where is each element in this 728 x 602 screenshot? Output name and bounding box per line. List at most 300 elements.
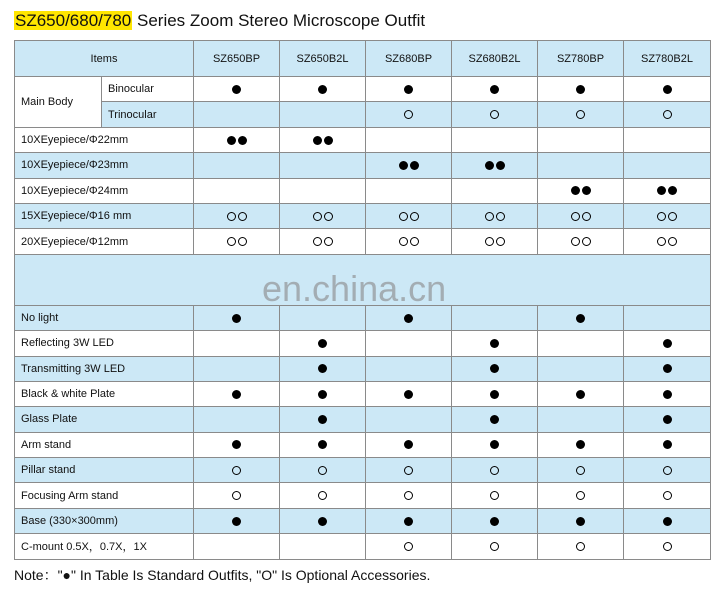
optional-mark [232,464,241,476]
row-label: Arm stand [15,432,194,457]
standard-mark [318,439,327,451]
filled-circle-icon [576,390,585,399]
mark-cell [624,407,711,432]
standard-mark [404,515,413,527]
mark-cell [538,508,624,533]
filled-circle-icon [404,517,413,526]
optional-mark [490,464,499,476]
open-circle-icon [399,212,408,221]
header-model: SZ680B2L [452,41,538,77]
mark-cell [366,203,452,228]
mark-cell [538,534,624,559]
standard-mark [232,83,241,95]
table-row [15,407,711,432]
mark-cell [624,102,711,127]
row-label: Reflecting 3W LED [15,331,194,356]
mark-cell [624,483,711,508]
optional-mark [485,210,505,222]
filled-circle-icon [227,136,236,145]
row-label: Transmitting 3W LED [15,356,194,381]
open-circle-icon [496,212,505,221]
mark-cell [280,534,366,559]
open-circle-icon [313,212,322,221]
row-label: 20XEyepiece/Φ12mm [15,229,194,254]
mark-cell [194,331,280,356]
standard-mark [490,83,499,95]
table-row [15,127,711,152]
optional-mark [663,490,672,502]
open-circle-icon [668,212,677,221]
mark-cell [624,432,711,457]
footnote: Note："●" In Table Is Standard Outfits, "O" Is Optional Accessories. [14,567,431,583]
mark-cell [624,381,711,406]
optional-mark [657,210,677,222]
mark-cell [366,331,452,356]
mark-cell [194,229,280,254]
standard-mark [663,439,672,451]
optional-mark [313,236,333,248]
optional-mark [399,210,419,222]
mark-cell [452,381,538,406]
row-label: Trinocular [102,102,194,127]
filled-circle-icon [496,161,505,170]
optional-mark [490,540,499,552]
open-circle-icon [485,212,494,221]
row-label: 15XEyepiece/Φ16 mm [15,203,194,228]
mark-cell [452,127,538,152]
open-circle-icon [324,237,333,246]
open-circle-icon [576,491,585,500]
standard-mark [663,363,672,375]
open-circle-icon [404,491,413,500]
mark-cell [538,77,624,102]
row-label: Black & white Plate [15,381,194,406]
mark-cell [280,483,366,508]
mark-cell [194,483,280,508]
row-label: Glass Plate [15,407,194,432]
mark-cell [452,508,538,533]
header-model: SZ780BP [538,41,624,77]
open-circle-icon [485,237,494,246]
mark-cell [366,432,452,457]
table-row [15,178,711,203]
optional-mark [663,464,672,476]
table-row [15,77,711,102]
open-circle-icon [576,466,585,475]
standard-mark [663,83,672,95]
mark-cell [194,356,280,381]
table-row [15,331,711,356]
row-label: 10XEyepiece/Φ22mm [15,127,194,152]
optional-mark [571,236,591,248]
optional-mark [571,210,591,222]
mark-cell [452,229,538,254]
mark-cell [452,305,538,330]
mark-cell [280,356,366,381]
filled-circle-icon [318,364,327,373]
mark-cell [280,153,366,178]
mark-cell [452,153,538,178]
mark-cell [366,77,452,102]
optional-mark [227,210,247,222]
filled-circle-icon [404,85,413,94]
mark-cell [538,458,624,483]
filled-circle-icon [663,364,672,373]
page-title [14,9,425,33]
filled-circle-icon [663,415,672,424]
mark-cell [624,458,711,483]
mark-cell [538,102,624,127]
standard-mark [663,337,672,349]
mark-cell [624,153,711,178]
standard-mark [318,388,327,400]
filled-circle-icon [490,85,499,94]
filled-circle-icon [410,161,419,170]
filled-circle-icon [232,440,241,449]
title-text: Series Zoom Stereo Microscope Outfit [132,11,426,30]
open-circle-icon [496,237,505,246]
optional-mark [576,540,585,552]
mark-cell [366,356,452,381]
open-circle-icon [657,237,666,246]
filled-circle-icon [485,161,494,170]
mark-cell [366,102,452,127]
table-row [15,483,711,508]
open-circle-icon [576,542,585,551]
optional-mark [313,210,333,222]
filled-circle-icon [576,440,585,449]
table-row [15,432,711,457]
row-label: No light [15,305,194,330]
open-circle-icon [490,110,499,119]
mark-cell [366,127,452,152]
mark-cell [194,381,280,406]
mark-cell [624,534,711,559]
mark-cell [366,534,452,559]
filled-circle-icon [318,517,327,526]
standard-mark [576,312,585,324]
standard-mark [663,388,672,400]
mark-cell [194,127,280,152]
standard-mark [404,312,413,324]
table-row [15,458,711,483]
standard-mark [318,413,327,425]
filled-circle-icon [576,85,585,94]
mark-cell [538,153,624,178]
table-row [15,102,711,127]
mark-cell [538,381,624,406]
filled-circle-icon [399,161,408,170]
mark-cell [624,356,711,381]
mark-cell [452,432,538,457]
filled-circle-icon [663,517,672,526]
standard-mark [313,134,333,146]
filled-circle-icon [318,415,327,424]
mark-cell [452,483,538,508]
standard-mark [490,439,499,451]
standard-mark [576,388,585,400]
open-circle-icon [663,491,672,500]
open-circle-icon [404,466,413,475]
filled-circle-icon [232,85,241,94]
optional-mark [490,490,499,502]
standard-mark [490,363,499,375]
open-circle-icon [668,237,677,246]
standard-mark [318,363,327,375]
optional-mark [490,109,499,121]
filled-circle-icon [318,390,327,399]
mark-cell [366,407,452,432]
open-circle-icon [404,542,413,551]
filled-circle-icon [490,415,499,424]
optional-mark [232,490,241,502]
row-label: Base (330×300mm) [15,508,194,533]
optional-mark [576,464,585,476]
table-row [15,229,711,254]
mark-cell [194,458,280,483]
open-circle-icon [410,212,419,221]
open-circle-icon [663,542,672,551]
mark-cell [452,203,538,228]
filled-circle-icon [571,186,580,195]
mark-cell [280,458,366,483]
filled-circle-icon [313,136,322,145]
open-circle-icon [571,212,580,221]
mark-cell [280,77,366,102]
mark-cell [194,534,280,559]
filled-circle-icon [663,85,672,94]
standard-mark [404,83,413,95]
header-model: SZ780B2L [624,41,711,77]
open-circle-icon [582,212,591,221]
mark-cell [366,508,452,533]
standard-mark [232,388,241,400]
standard-mark [663,515,672,527]
table-row [15,381,711,406]
mark-cell [538,229,624,254]
standard-mark [490,388,499,400]
optional-mark [404,490,413,502]
filled-circle-icon [324,136,333,145]
header-items: Items [15,41,194,77]
optional-mark [399,236,419,248]
standard-mark [576,83,585,95]
open-circle-icon [318,491,327,500]
row-label: 10XEyepiece/Φ23mm [15,153,194,178]
standard-mark [318,83,327,95]
row-label: Focusing Arm stand [15,483,194,508]
table-row [15,203,711,228]
open-circle-icon [663,466,672,475]
mark-cell [452,178,538,203]
standard-mark [318,515,327,527]
table-row [15,534,711,559]
open-circle-icon [238,237,247,246]
filled-circle-icon [490,440,499,449]
mark-cell [194,178,280,203]
mark-cell [538,407,624,432]
mark-cell [280,407,366,432]
filled-circle-icon [582,186,591,195]
standard-mark [657,185,677,197]
standard-mark [576,515,585,527]
optional-mark [485,236,505,248]
mark-cell [280,508,366,533]
open-circle-icon [232,466,241,475]
mark-cell [194,407,280,432]
mark-cell [452,407,538,432]
optional-mark [318,464,327,476]
standard-mark [404,439,413,451]
mark-cell [624,178,711,203]
mark-cell [538,331,624,356]
filled-circle-icon [657,186,666,195]
standard-mark [232,312,241,324]
filled-circle-icon [404,390,413,399]
standard-mark [490,413,499,425]
mark-cell [538,305,624,330]
filled-circle-icon [318,85,327,94]
standard-mark [490,337,499,349]
mark-cell [538,178,624,203]
filled-circle-icon [238,136,247,145]
open-circle-icon [657,212,666,221]
mark-cell [624,77,711,102]
mark-cell [280,102,366,127]
mark-cell [366,229,452,254]
mark-cell [452,356,538,381]
filled-circle-icon [576,517,585,526]
row-label: Pillar stand [15,458,194,483]
mark-cell [280,381,366,406]
row-label: C-mount 0.5X，0.7X，1X [15,534,194,559]
optional-mark [227,236,247,248]
open-circle-icon [490,491,499,500]
standard-mark [232,439,241,451]
mark-cell [194,153,280,178]
header-row [15,41,711,77]
optional-mark [663,109,672,121]
mark-cell [452,102,538,127]
optional-mark [404,540,413,552]
mark-cell [538,356,624,381]
optional-mark [663,540,672,552]
filled-circle-icon [490,339,499,348]
optional-mark [404,464,413,476]
row-label: 10XEyepiece/Φ24mm [15,178,194,203]
mark-cell [624,203,711,228]
mark-cell [538,127,624,152]
filled-circle-icon [490,517,499,526]
optional-mark [576,109,585,121]
open-circle-icon [324,212,333,221]
filled-circle-icon [668,186,677,195]
filled-circle-icon [232,314,241,323]
mark-cell [280,178,366,203]
standard-mark [399,159,419,171]
title-models: SZ650/680/780 [15,11,132,30]
filled-circle-icon [318,440,327,449]
open-circle-icon [582,237,591,246]
mark-cell [452,77,538,102]
mark-cell [452,331,538,356]
standard-mark [576,439,585,451]
filled-circle-icon [490,364,499,373]
open-circle-icon [571,237,580,246]
filled-circle-icon [490,390,499,399]
standard-mark [571,185,591,197]
open-circle-icon [404,110,413,119]
open-circle-icon [232,491,241,500]
header-model: SZ650BP [194,41,280,77]
mark-cell [624,305,711,330]
optional-mark [318,490,327,502]
header-model: SZ650B2L [280,41,366,77]
filled-circle-icon [663,440,672,449]
group-label-main-body: Main Body [15,77,102,128]
mark-cell [194,77,280,102]
open-circle-icon [490,542,499,551]
standard-mark [404,388,413,400]
mark-cell [624,331,711,356]
open-circle-icon [410,237,419,246]
optional-mark [404,109,413,121]
filled-circle-icon [663,339,672,348]
mark-cell [452,458,538,483]
mark-cell [452,534,538,559]
filled-circle-icon [576,314,585,323]
mark-cell [366,458,452,483]
mark-cell [538,483,624,508]
table-row [15,356,711,381]
optional-mark [576,490,585,502]
standard-mark [227,134,247,146]
filled-circle-icon [404,440,413,449]
table-row [15,153,711,178]
mark-cell [194,508,280,533]
mark-cell [624,229,711,254]
mark-cell [280,229,366,254]
open-circle-icon [576,110,585,119]
open-circle-icon [490,466,499,475]
table-row [15,508,711,533]
header-model: SZ680BP [366,41,452,77]
mark-cell [538,432,624,457]
standard-mark [485,159,505,171]
filled-circle-icon [318,339,327,348]
mark-cell [366,381,452,406]
optional-mark [657,236,677,248]
mark-cell [194,102,280,127]
mark-cell [366,153,452,178]
open-circle-icon [227,212,236,221]
mark-cell [194,203,280,228]
mark-cell [366,483,452,508]
open-circle-icon [238,212,247,221]
open-circle-icon [227,237,236,246]
row-label: Binocular [102,77,194,102]
mark-cell [280,127,366,152]
mark-cell [280,203,366,228]
standard-mark [232,515,241,527]
mark-cell [280,331,366,356]
filled-circle-icon [232,390,241,399]
open-circle-icon [399,237,408,246]
mark-cell [194,432,280,457]
mark-cell [366,178,452,203]
open-circle-icon [313,237,322,246]
mark-cell [624,127,711,152]
